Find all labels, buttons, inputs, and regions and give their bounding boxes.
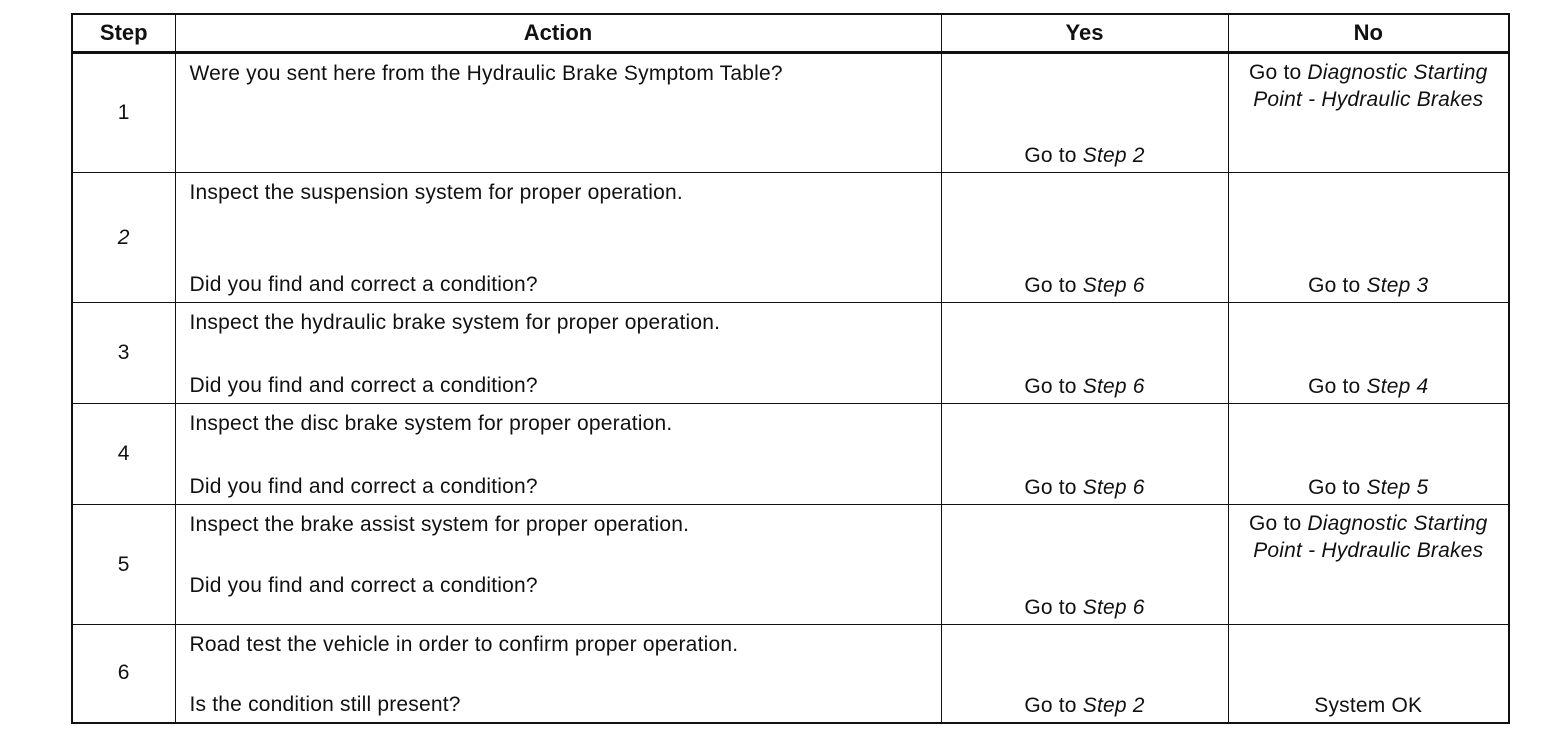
yes-prefix: Go to [1024, 476, 1083, 499]
no-result-text: System OK [1314, 693, 1423, 717]
diagnostic-table [71, 13, 1510, 724]
yes-step-ref: Step 6 [1082, 274, 1145, 297]
no-prefix: Go to [1249, 61, 1308, 84]
action-instruction: Were you sent here from the Hydraulic Brake Symptom Table? [189, 62, 783, 85]
step-number [72, 173, 175, 303]
no-prefix: Go to [1308, 274, 1367, 297]
action-cell [175, 303, 941, 404]
no-cell [1228, 404, 1509, 505]
header-action: Action [175, 14, 941, 53]
no-step-ref: Step 3 [1366, 274, 1429, 297]
table-row [72, 303, 1509, 404]
step-number: 1 [72, 53, 175, 173]
table-row [72, 505, 1509, 625]
yes-cell [941, 53, 1228, 173]
yes-cell [941, 173, 1228, 303]
no-step-ref: Step 5 [1366, 476, 1429, 499]
table-row [72, 625, 1509, 723]
header-row [72, 14, 1509, 53]
header-step: Step [72, 14, 175, 53]
action-question: Did you find and correct a condition? [189, 475, 538, 498]
action-instruction: Inspect the brake assist system for proper operation. [189, 513, 690, 536]
action-cell [175, 505, 941, 625]
action-question: Is the condition still present? [189, 692, 461, 716]
step-number-text: 2 [117, 225, 130, 249]
yes-step-ref: Step 6 [1082, 375, 1145, 398]
action-instruction: Inspect the suspension system for proper operation. [189, 181, 683, 204]
no-step-ref: Diagnostic Starting Point - Hydraulic Brakes [1253, 61, 1488, 111]
header-no: No [1228, 14, 1509, 53]
step-number: 4 [72, 404, 175, 505]
yes-prefix: Go to [1024, 596, 1083, 619]
table-row [72, 53, 1509, 173]
yes-step-ref: Step 2 [1082, 693, 1145, 717]
no-step-ref: Step 4 [1366, 375, 1429, 398]
no-prefix: Go to [1308, 375, 1367, 398]
action-instruction: Inspect the disc brake system for proper operation. [189, 412, 673, 435]
action-instruction: Inspect the hydraulic brake system for proper operation. [189, 311, 721, 334]
yes-step-ref: Step 2 [1082, 144, 1145, 167]
no-prefix: Go to [1308, 476, 1367, 499]
no-cell [1228, 625, 1509, 723]
action-cell [175, 625, 941, 723]
yes-prefix: Go to [1024, 274, 1083, 297]
step-number: 6 [72, 625, 175, 723]
no-cell [1228, 53, 1509, 173]
yes-cell [941, 303, 1228, 404]
yes-step-ref: Step 6 [1082, 596, 1145, 619]
no-cell [1228, 303, 1509, 404]
yes-prefix: Go to [1024, 375, 1083, 398]
yes-cell [941, 404, 1228, 505]
step-number: 5 [72, 505, 175, 625]
no-cell [1228, 505, 1509, 625]
action-cell [175, 404, 941, 505]
no-step-ref: Diagnostic Starting Point - Hydraulic Brakes [1253, 512, 1488, 562]
yes-cell [941, 505, 1228, 625]
action-question: Did you find and correct a condition? [189, 574, 538, 597]
no-cell [1228, 173, 1509, 303]
action-instruction: Road test the vehicle in order to confirm proper operation. [189, 633, 739, 656]
table-row [72, 404, 1509, 505]
action-cell [175, 53, 941, 173]
yes-cell [941, 625, 1228, 723]
action-cell [175, 173, 941, 303]
table-row [72, 173, 1509, 303]
action-question: Did you find and correct a condition? [189, 374, 538, 397]
header-yes: Yes [941, 14, 1228, 53]
yes-prefix: Go to [1024, 693, 1083, 717]
yes-step-ref: Step 6 [1082, 476, 1145, 499]
action-question: Did you find and correct a condition? [189, 273, 538, 296]
yes-prefix: Go to [1024, 144, 1083, 167]
step-number: 3 [72, 303, 175, 404]
no-prefix: Go to [1249, 512, 1308, 535]
